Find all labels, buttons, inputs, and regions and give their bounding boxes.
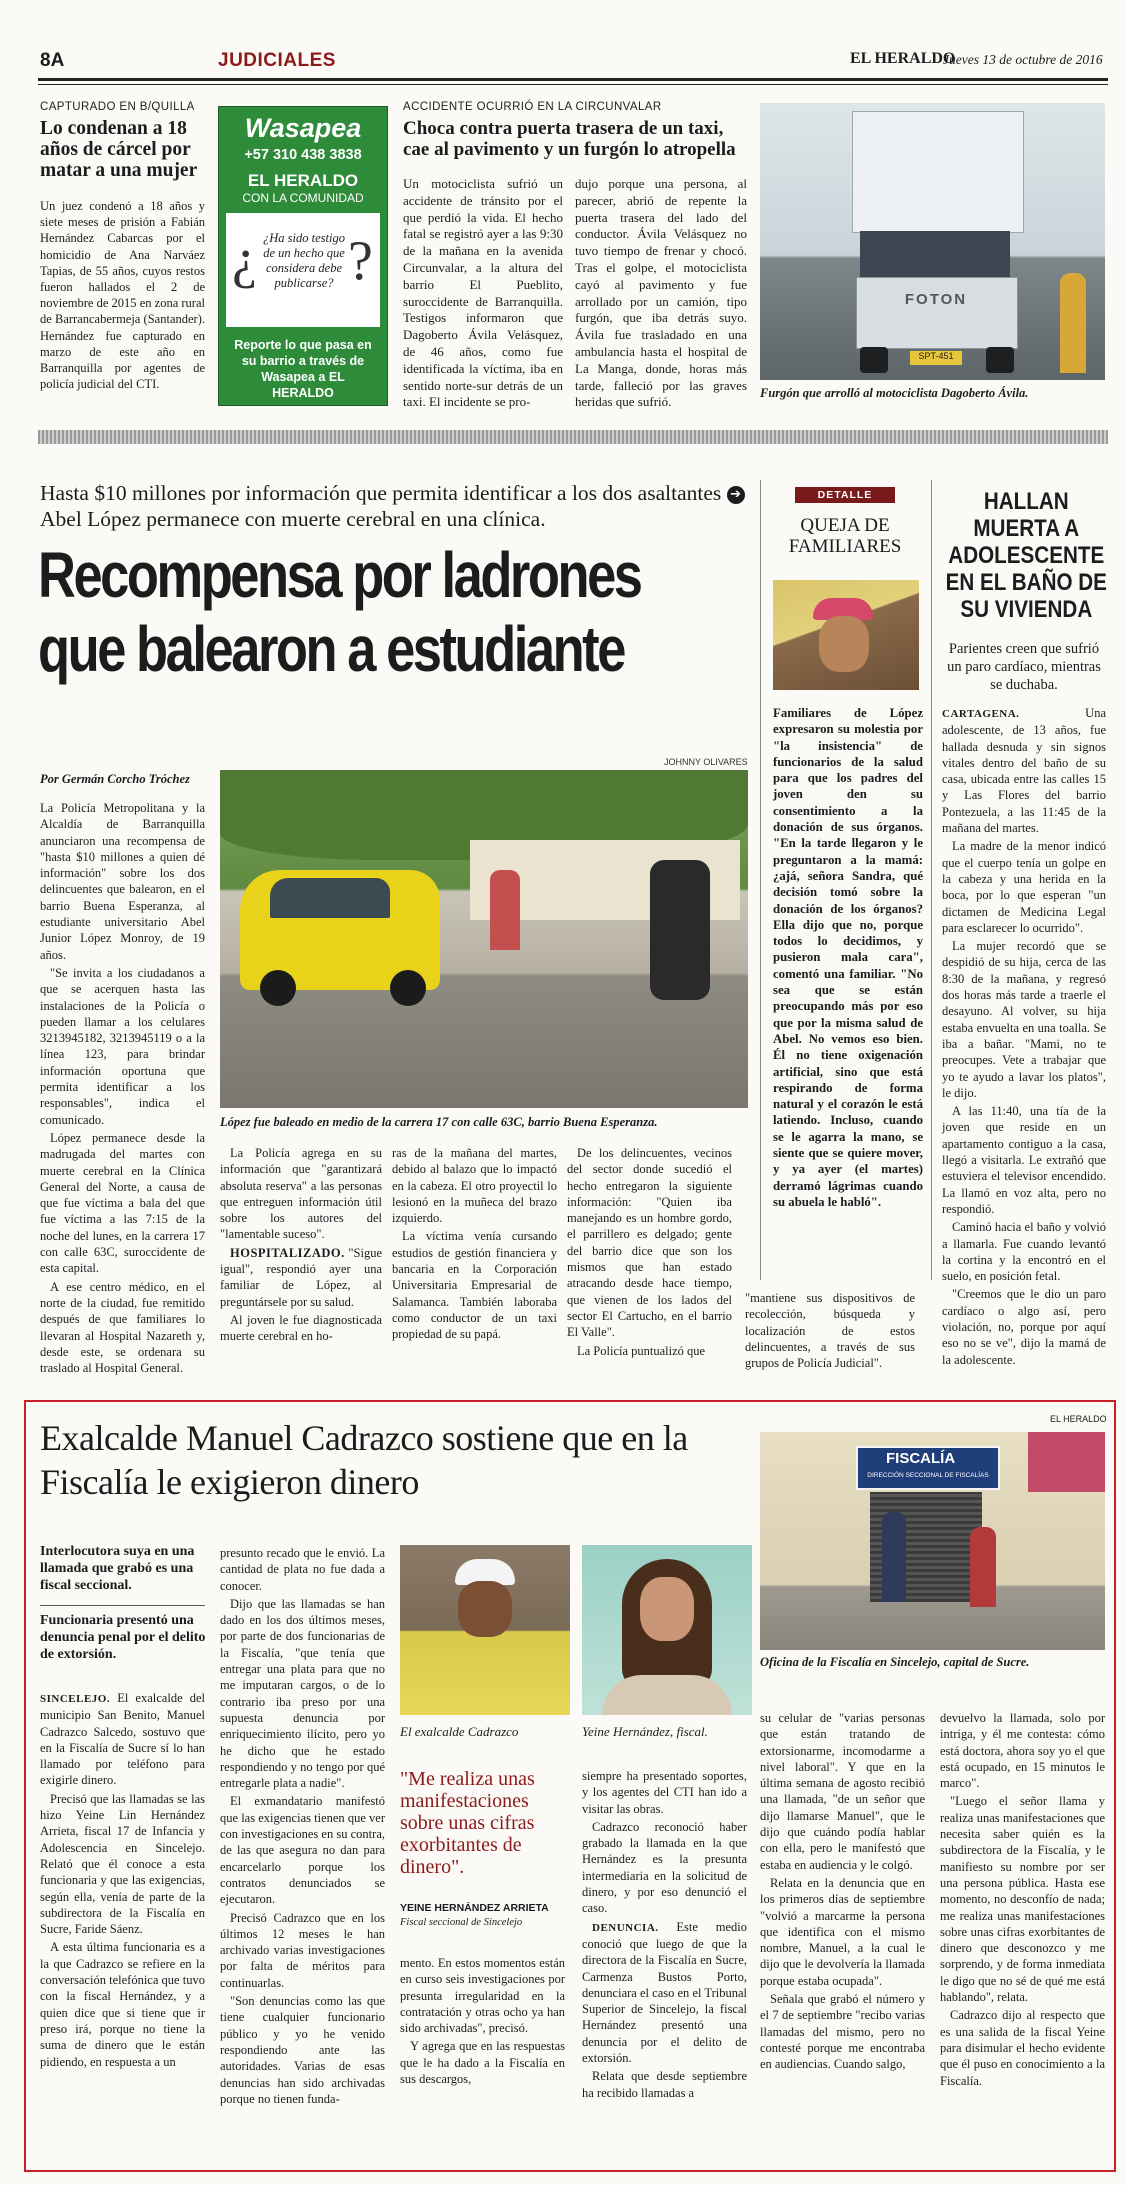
hernandez-face: [640, 1577, 694, 1641]
truck-wheel-left: [860, 347, 888, 373]
truck-caption: Furgón que arrolló al motociclista Dagoberto Ávila.: [760, 386, 1029, 400]
cadrazco-caption: El exalcalde Cadrazco: [400, 1724, 519, 1739]
arrow-circle-icon: ➔: [727, 486, 745, 504]
story3-byline: Por Germán Corcho Tróchez: [40, 772, 190, 786]
story3-deck-part1: Hasta $10 millones por información que permita identificar a los dos asaltantes: [40, 481, 722, 505]
story5-deck2: Funcionaria presentó una denuncia penal por el delito de extorsión.: [40, 1613, 206, 1662]
story3-photo-credit: JOHNNY OLIVARES: [664, 757, 748, 767]
story5-deck-rule: [40, 1605, 205, 1606]
taxi-window: [270, 878, 390, 918]
story5-col1: SINCELEJO. El exalcalde del municipio San Benito, Manuel Cadrazco Salcedo, sostuvo que en la Fiscalía de Sucre sí lo han llamado por teléfono para exigirle dinero. Precisó que las llamadas se las hizo Yeine Lin Hernández Arrieta, fiscal 17 de Infancia y Adolescencia en Sincelejo. Relató que él conoce a esta funcionaria y que las exigencias, según ella, venía de parte de la subdirectora de la Fiscalía en Sucre, Faride Sáenz. A esta última funcionaria es a la que Cadrazco se refiere en la conversación telefónica que tuvo con la fiscal Hernández, y a quien dice que si tiene que ir preso irá, porque no tiene la suma de dinero que le están pidiendo, en respuesta a un: [40, 1691, 205, 2069]
story3-headline-2: que balearon a estudiante: [38, 613, 624, 685]
story2-col2: dujo porque una persona, al parecer, abrió de repente la puerta trasera del lado del conductor. Ávila Velásquez no tuvo tiempo de frenar y chocó. Tras el golpe, el motociclista cayó al pavimento y fue arrollado por un camión, tipo furgón, que iba detrás suyo. Ávila fue trasladado en una ambulancia hasta el hospital de La Manga, donde, horas más tarde, falleció por las graves heridas que sufrió.: [575, 176, 747, 410]
wasapea-phone: +57 310 438 3838: [244, 147, 362, 163]
denuncia-lead: DENUNCIA.: [592, 1921, 659, 1934]
hernandez-photo: [582, 1545, 752, 1715]
fiscalia-caption: Oficina de la Fiscalía en Sincelejo, capital de Sucre.: [760, 1655, 1030, 1669]
truck-windshield: [860, 231, 1010, 279]
story4-deck: Parientes creen que sufrió un paro cardíaco, mientras se duchaba.: [947, 641, 1101, 693]
story5-headline: Exalcalde Manuel Cadrazco sostiene que en la Fiscalía le exigieron dinero: [40, 1418, 688, 1502]
detalle-body: Familiares de López expresaron su molestia por "la insistencia" de funcionarios de la salud para que los padres del joven den su consentimiento a la donación de sus órganos. "En la tarde llegaron y le preguntaron a la mamá: ¿ajá, señora Sandra, qué decisión tomó sobre la donación de los órganos? Ella dijo que no, porque todos lo decidimos, y pusieron mala cara", comentó una familiar. "No sea que se están preocupando más por eso que por la misma salud de Abel. No vemos eso bien. Él no tiene oxigenación artificial, sino que está respirando de forma natural y el corazón le está latiendo. Incluso, cuando se le agarra la mano, se siente que se quiere mover, y ya ayer (el martes) derramó lágrimas cuando su abuela le habló".: [773, 706, 923, 1209]
victim-face: [819, 616, 869, 672]
story5-col3: mento. En estos momentos están en curso seis investigaciones por presunta irregularidad en la contratación y otras ocho ya han sido archivadas", precisó. Y agrega que en las respuestas que le ha dado a la Fiscalía en sus descargos,: [400, 1956, 565, 2087]
taxi-caption: López fue baleado en medio de la carrera 17 con calle 63C, barrio Buena Esperanza.: [220, 1115, 658, 1129]
truck-cargo-box: [852, 111, 1024, 233]
wasapea-question: ¿Ha sido testigo de un hecho que considera debe publicarse?: [263, 231, 345, 290]
story3-col3: ras de la mañana del martes, debido al balazo que lo impactó en la cabeza. El otro proyectil lo lesionó en la muñeca del brazo izquierdo. La víctima venía cursando estudios de gestión financiera y bancaria en la Corporación Universitaria Empresarial de Salamanca. También laboraba como conductor de un taxi propiedad de su papá.: [392, 1146, 557, 1342]
wasapea-line1: EL HERALDO: [247, 171, 359, 190]
story3-col4: De los delincuentes, vecinos del sector donde sucedió el hecho entregaron la siguiente información: "Quien iba manejando es un hombre gordo, el parrillero es delgado; gente del barrio dice que son los mismos que han estado atracando desde hace tiempo, que vienen de los lados del sector El Cartucho, en el barrio El Valle". La Policía puntualizó que: [567, 1146, 732, 1358]
fiscalia-photo: [760, 1432, 1105, 1650]
story5-col4: siempre ha presentado soportes, y los agentes del CTI han ido a visitar las obras. Cadrazco reconoció haber grabado la llamada en la que Hernández es la presunta intermediaria en la solicitud de dinero, y por eso denunció el caso. DENUNCIA. Este medio conoció que luego de que la directora de la Fiscalía en Sucre, Carmenza Bustos Porto, denunciara el caso en el Tribunal Superior de Sincelejo, la fiscal Hernández presentó una denuncia por el delito de extorsión. Relata que desde septiembre ha recibido llamadas a: [582, 1769, 748, 2100]
story5-col2: presunto recado que le envió. La cantidad de plata no fue dada a conocer. Dijo que las llamadas se han dado en los dos últimos meses, por parte de dos funcionarias de la Fiscalía, "que tenía que entregar una plata para que no me imputaran cargos, o de lo contrario iba preso por una supuesta denuncia por enriquecimiento ilícito, pero yo he dicho que he estado respondiendo y no tengo por qué entregarle plata a nadie". El exmandatario manifestó que las exigencias tienen que ver con investigaciones en su contra, de las que asegura no dan para encarcelarlo porque los contratos denunciados se ejecutaron. Precisó Cadrazco que en los últimos 12 meses le han archivado varias investigaciones por falta de méritos para continuarlas. "Son denuncias como las que tiene cualquier funcionario público y yo he venido respondiendo ante las autoridades. Varias de esas denuncias han sido archivadas porque no tienen funda-: [220, 1546, 385, 2106]
story3-col-left: La Policía Metropolitana y la Alcaldía de Barranquilla anunciaron una recompensa de "hasta $10 millones a quien dé información" sobre los dos delincuentes que balearon, en el barrio Buena Esperanza, al estudiante universitario Abel Junior López Monroy, de 19 años. "Se invita a los ciudadanos a que se acerquen hasta las instalaciones de la Policía o pueden llamar a los celulares 3213945182, 3213945119 o a la línea 123, para brindar información oportuna que permita identificar a los responsables", indica el comunicado. López permanece desde la madrugada del martes con muerte cerebral en la Clínica General del Norte, a causa de que fue víctima a bala del que fue víctima a las 7:15 de la noche del lunes, en la carrera 17 con calle 63C, suroccidente de esta capital. A ese centro médico, en el norte de la ciudad, fue remitido después de que familiares lo llevaran al Hospital Nazareth y, desde este, se ordenara su traslado al Hospital General.: [40, 801, 205, 1376]
fiscalia-sign: [856, 1446, 1000, 1490]
truck-plate: SPT-451: [910, 351, 962, 365]
victim-photo: [773, 580, 919, 690]
story3-col5: "mantiene sus dispositivos de recolección, búsqueda y localización de estos delincuentes, a través de sus grupos de Policía Judicial".: [745, 1291, 915, 1371]
cadrazco-face: [458, 1581, 512, 1637]
header-rule: [38, 78, 1108, 81]
story5-photo-credit: EL HERALDO: [1050, 1414, 1107, 1424]
truck-wheel-right: [986, 347, 1014, 373]
bystander-figure: [1060, 273, 1086, 373]
story3-col2: La Policía agrega en su información que "garantizará absoluta reserva" a las personas que entreguen información útil sobre los autores del "lamentable suceso". HOSPITALIZADO. "Sigue igual", respondió ayer una familiar de López, al preguntársele por su salud. Al joven le fue diagnosticada muerte cerebral en ho-: [220, 1146, 382, 1344]
detalle-title: QUEJA DE FAMILIARES: [788, 515, 902, 557]
taxi-wheel-right: [390, 970, 426, 1006]
story3-headline-1: Recompensa por ladrones: [38, 539, 641, 611]
sincelejo-lead: SINCELEJO.: [40, 1693, 111, 1705]
header-rule-thin: [38, 84, 1108, 85]
cartagena-lead: CARTAGENA.: [942, 708, 1020, 720]
person-right: [970, 1527, 996, 1607]
hernandez-shirt: [602, 1675, 732, 1715]
wasapea-cta: Reporte lo que pasa en su barrio a través de Wasapea a EL HERALDO: [234, 338, 372, 400]
story1-kicker: CAPTURADO EN B/QUILLA: [40, 101, 195, 113]
issue-date: Jueves 13 de octubre de 2016: [943, 52, 1103, 67]
wasapea-close-question-icon: ?: [348, 230, 373, 292]
section-divider: [38, 430, 1108, 444]
story1-headline: Lo condenan a 18 años de cárcel por matar a una mujer: [40, 118, 198, 181]
wasapea-open-question-icon: ¿: [232, 228, 257, 290]
wasapea-brand: Wasapea: [244, 113, 362, 143]
newspaper-name: EL HERALDO: [850, 50, 956, 67]
wasapea-ad: [218, 106, 388, 406]
story2-col1: Un motociclista sufrió un accidente de tránsito por el que perdió la vida. El hecho fatal se registró ayer a las 9:30 de la mañana en la avenida Circunvalar, a la altura del barrio El Pueblito, suroccidente de Barranquilla. Testigos informaron que Dagoberto Ávila Velásquez, de 46 años, como fue identificada la víctima, iba en sentido norte-sur detrás de un taxi. El incidente se pro-: [403, 176, 563, 410]
story5-col5: su celular de "varias personas que están tratando de extorsionarme, incomodarme a nivel laboral". Y que en la última semana de agosto recibió una llamada, "de un señor que dijo llamarse Manuel", que le dijo que cuándo podía hablar con ella, pero le manifestó que estaba en audiencia y le colgó. Relata en la denuncia que en los primeros días de septiembre "volvió a marcarme la persona que identifica con el mismo nombre, Manuel, a la cual le dijo que le devolvería la llamada porque estaba ocupada". Señala que grabó el número y el 7 de septiembre "recibo varias llamadas del mismo, pero no contesté porque me encontraba en audiencias. Cuando salgo,: [760, 1711, 925, 2072]
story5-col6: devuelvo la llamada, solo por intriga, y él me contesta: cómo está doctora, ahora soy yo el que está ocupado, en 15 minutos le marco". "Luego el señor llama y realiza unas manifestaciones que necesita saber quién es la subdirectora de la Fiscalía, y le manifiesto su nombre por ser una persona pública. Hasta ese momento, no desconfío de nada; me realiza unas manifestaciones sobre unas cifras exorbitantes de dinero que desconozco y me sorprendo, y de forma inmediata le digo que no sé de qué me está hablando", relata. Cadrazco dijo al respecto que es una salida de la fiscal Yeine para disimular el hecho evidente que él puso en conocimiento a la Fiscalía.: [940, 1711, 1105, 2088]
story4-headline: HALLAN MUERTA A ADOLESCENTE EN EL BAÑO DE SU VIVIENDA: [945, 488, 1107, 623]
story3-deck: [40, 480, 752, 532]
story3-deck-part2: Abel López permanece con muerte cerebral en una clínica.: [40, 507, 546, 531]
hernandez-caption: Yeine Hernández, fiscal.: [582, 1724, 708, 1739]
truck-cab: [856, 277, 1018, 349]
quote-name: YEINE HERNÁNDEZ ARRIETA: [400, 1902, 549, 1914]
section-title: JUDICIALES: [218, 50, 336, 71]
story1-body: Un juez condenó a 18 años y siete meses de prisión a Fabián Hernández Cabarcas por el homicidio de Ana Narváez Tapias, de 55 años, cuyos restos fueron hallados el 2 de noviembre de 2015 en zona rural de Barrancabermeja (Santander). Hernández fue capturado en marzo de este año en Barranquilla por agentes de policía judicial del CTI.: [40, 199, 205, 392]
story5-deck1: Interlocutora suya en una llamada que grabó es una fiscal seccional.: [40, 1544, 195, 1593]
person-left: [882, 1512, 906, 1602]
taxi-wheel-left: [260, 970, 296, 1006]
story2-headline: Choca contra puerta trasera de un taxi, cae al pavimento y un furgón lo atropella: [403, 118, 736, 160]
red-tarp: [1028, 1432, 1105, 1492]
wasapea-line2: CON LA COMUNIDAD: [242, 191, 364, 205]
cadrazco-photo: [400, 1545, 570, 1715]
pedestrian-figure: [490, 870, 520, 950]
truck-brand-label: FOTON: [904, 291, 968, 308]
page-number: 8A: [40, 50, 65, 71]
taxi-photo: [220, 770, 748, 1108]
story4-body: CARTAGENA. Una adolescente, de 13 años, fue hallada desnuda y sin signos vitales dentro del baño de su casa, ubicada entre las calles 15 y Las Flores del barrio Pontezuela, a las 11:45 de la mañana del martes. La madre de la menor indicó que el cuerpo tenía un golpe en la cabeza y una herida en la boca, por lo que esperan "un dictamen de Medicina Legal para esclarecer lo ocurrido". La mujer recordó que se despidió de su hija, cerca de las 8:30 de la mañana, y regresó dos horas más tarde a traerle el desayuno. Al volver, su hija estaba envuelta en una toalla. Se iba a bañar. "Mami, no te preocupes. Vete a trabajar que yo te ayudo a lavar los platos", le dijo. A las 11:40, una tía de la joven que reside en un apartamento contiguo a la casa, llegó a visitarla. Le extrañó que estuviera el televisor encendido. La llamó en voz alta, pero no respondió. Caminó hacia el baño y volvió a llamarla. Fue cuando levantó la cortina y la encontró en el suelo, en posición fetal. "Creemos que le dio un paro cardíaco o algo así, pero violación, no, porque por aquí eso no se ve", dijo la mamá de la adolescente.: [942, 706, 1106, 1367]
truck-photo: [760, 103, 1105, 380]
pull-quote: "Me realiza unas manifestaciones sobre unas cifras exorbitantes de dinero".: [400, 1768, 535, 1878]
quote-role: Fiscal seccional de Sincelejo: [400, 1917, 523, 1928]
detalle-tag: DETALLE: [795, 487, 895, 503]
fiscalia-sign-title: FISCALÍA: [886, 1450, 956, 1467]
hospitalizado-lead: HOSPITALIZADO.: [230, 1245, 345, 1260]
story2-kicker: ACCIDENTE OCURRIÓ EN LA CIRCUNVALAR: [403, 101, 662, 113]
fiscalia-sign-sub: DIRECCIÓN SECCIONAL DE FISCALÍAS: [867, 1472, 989, 1479]
motorcycle-rider: [650, 860, 710, 1000]
wasapea-question-box: [226, 213, 380, 327]
